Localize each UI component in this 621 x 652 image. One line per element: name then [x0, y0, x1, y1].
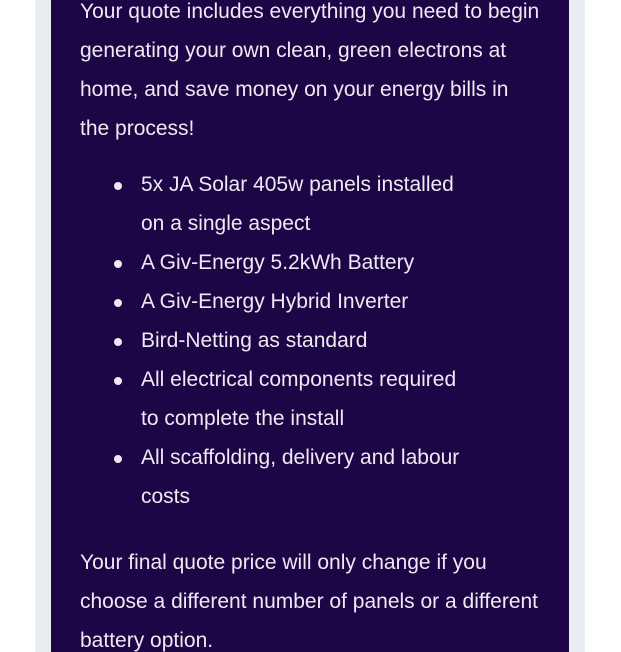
quote-outro-text: Your final quote price will only change if you choose a different number of panels or a different battery option.: [80, 551, 539, 652]
quote-intro-text: Your quote includes everything you need to begin generating your own clean, green electrons at home, and save money on your energy bills in the process!: [80, 0, 540, 140]
quote-details-card: [51, 0, 569, 652]
content-column: [35, 0, 585, 652]
inclusion-item-inverter: A Giv-Energy Hybrid Inverter: [141, 282, 461, 321]
inclusion-item-panels: 5x JA Solar 405w panels installed on a single aspect: [141, 165, 461, 243]
inclusion-item-electrical-components: All electrical components required to complete the install: [141, 360, 461, 438]
inclusions-list: [141, 165, 461, 516]
inclusion-item-bird-netting: Bird-Netting as standard: [141, 321, 461, 360]
inclusion-item-battery: A Giv-Energy 5.2kWh Battery: [141, 243, 461, 282]
inclusion-item-scaffolding-delivery-labour: All scaffolding, delivery and labour costs: [141, 438, 461, 516]
